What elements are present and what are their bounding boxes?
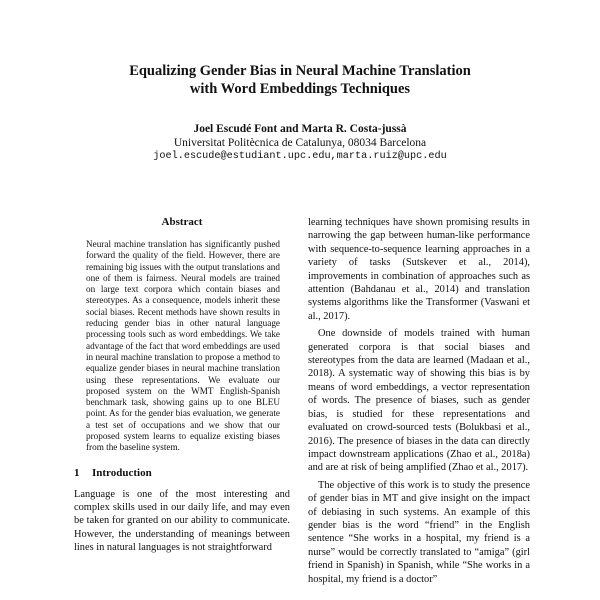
section-number: 1 — [74, 466, 80, 479]
intro-paragraph-1: Language is one of the most interesting and complex skills used in our daily life, and may even be taken for granted on our ability to communicate. However, the understanding of meanings between lines in natural languages is not straightforward — [74, 488, 290, 554]
abstract-heading: Abstract — [161, 216, 203, 228]
section-title: Introduction — [92, 466, 152, 479]
abstract-text: Neural machine translation has significantly pushed forward the quality of the field. However, there are remaining big issues with the output translations and one of them is fairness. Neural models are trained on large text corpora which contain biases and stereotypes. As a consequence, models inherit these social biases. Recent methods have shown results in reducing gender bias in other natural language processing tools such as word embeddings. We take advantage of the fact that word embeddings are used in neural machine translation to propose a method to equalize gender biases in neural machine translation using these representations. We evaluate our proposed system on the WMT English-Spanish benchmark task, showing gains up to one BLEU point. As for the gender bias evaluation, we generate a test set of occupations and we show that our proposed system learns to equalize existing biases from the baseline system. — [86, 239, 280, 453]
paper-title — [60, 62, 540, 98]
right-column — [308, 216, 530, 586]
author-names: Joel Escudé Font and Marta R. Costa-jussà — [193, 123, 407, 135]
intro-paragraph-3: The objective of this work is to study the presence of gender bias in MT and give insight on the impact of debiasing in such systems. An example of this gender bias is the word “friend” in the English sentence “She works in a hospital, my friend is a nurse” would be correctly translated to “amiga” (girl friend in Spanish) in Spanish, while “She works in a hospital, my friend is a doctor” — [308, 479, 530, 585]
left-column — [74, 216, 290, 555]
intro-paragraph-1-continued: learning techniques have shown promising results in narrowing the gap between human-like performance with sequence-to-sequence learning approaches in a variety of tasks (Sutskever et al., 2014), improvements in combination of approaches such as attention (Bahdanau et al., 2014) and translation systems algorithms like the Transformer (Vaswani et al., 2017). — [308, 217, 530, 322]
author-emails: joel.escude@estudiant.upc.edu,marta.ruiz@upc.edu — [153, 151, 447, 162]
title-line-1: Equalizing Gender Bias in Neural Machine Translation — [129, 63, 471, 79]
title-line-2: with Word Embeddings Techniques — [189, 81, 411, 97]
section-heading-introduction — [74, 467, 290, 480]
intro-paragraph-2: One downside of models trained with human generated corpora is that social biases and stereotypes from the data are learned (Madaan et al., 2018). A systematic way of showing this bias is by means of word embeddings, a vector representation of words. The presence of biases, such as gender bias, is studied for these representations and evaluated on crowd-sourced tests (Bolukbasi et al., 2016). The presence of biases in the data can directly impact downstream applications (Zhao et al., 2018a) and are at risk of being amplified (Zhao et al., 2017). — [308, 328, 530, 474]
author-affiliation: Universitat Politècnica de Catalunya, 08034 Barcelona — [173, 137, 427, 149]
